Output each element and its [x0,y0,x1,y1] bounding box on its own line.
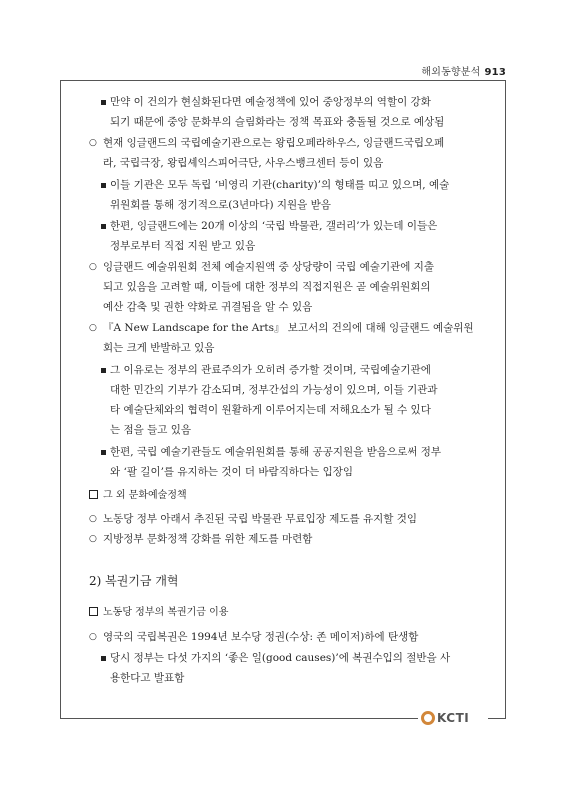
circle-bullet-icon: ○ [89,323,97,333]
text-line: 그 이유로는 정부의 관료주의가 오히려 증가할 것이며, 국립예술기관에 [110,364,431,376]
text-line: 노동당 정부 아래서 추진된 국립 박물관 무료입장 제도를 유지할 것임 [103,513,418,525]
box-heading-lottery [89,606,228,620]
text-line: 위원회를 통해 정기적으로(3년마다) 지원을 받음 [110,199,331,211]
text-line: 라, 국립극장, 왕립셰익스피어극단, 사우스뱅크센터 등이 있음 [103,157,384,169]
text-line: 예산 감축 및 권한 약화로 귀결됨을 알 수 있음 [103,301,313,313]
logo-ring-icon [421,711,435,725]
text-line: 되고 있음을 고려할 때, 이들에 대한 정부의 직접지원은 곧 예술위원회의 [103,281,431,293]
heading-text: 그 외 문화예술정책 [103,490,187,501]
text-line: 지방정부 문화정책 강화를 위한 제도를 마련함 [103,533,313,545]
circle-bullet-icon: ○ [89,262,97,272]
text-line: 한편, 국립 예술기관들도 예술위원회를 통해 공공지원을 받음으로써 정부 [110,446,441,458]
text-line: 정부로부터 직접 지원 받고 있음 [110,240,256,252]
running-header [421,63,506,78]
text-line: 와 ‘팔 길이’를 유지하는 것이 더 바람직하다는 입장임 [110,466,354,478]
square-bullet-icon [101,656,106,661]
square-bullet-icon [101,224,106,229]
text-line: 대한 민간의 기부가 감소되며, 정부간섭의 가능성이 있으며, 이들 기관과 [110,384,438,396]
text-line: 이들 기관은 모두 독립 ‘비영리 기관(charity)’의 형태를 띠고 있으며, 예술 [110,179,450,191]
square-bullet-icon [101,368,106,373]
section-title: 2) 복권기금 개혁 [89,574,179,588]
text-line: 타 예술단체와의 협력이 원활하게 이루어지는데 저해요소가 될 수 있다 [110,404,431,416]
text-line: 용한다고 발표함 [110,672,185,684]
page-number: 913 [484,67,506,78]
frame-bottom-rule-right [488,718,506,719]
frame-bottom-rule [60,718,418,719]
heading-text: 노동당 정부의 복권기금 이용 [103,607,229,618]
square-bullet-icon [101,183,106,188]
box-heading-other-policies [89,489,187,503]
text-line: 한편, 잉글랜드에는 20개 이상의 ‘국립 박물관, 갤러리’가 있는데 이들은 [110,220,438,232]
kcti-logo [421,708,469,728]
header-title: 해외동향분석 [421,67,481,78]
circle-bullet-icon: ○ [89,514,97,524]
text-line: 는 점을 들고 있음 [110,424,192,436]
checkbox-square-icon [89,490,98,499]
logo-text: KCTI [437,711,470,725]
circle-bullet-icon: ○ [89,632,97,642]
text-line: 잉글랜드 예술위원회 전체 예술지원액 중 상당량이 국립 예술기관에 지출 [103,261,434,273]
text-line: 영국의 국립복권은 1994년 보수당 정권(수상: 존 메이저)하에 탄생함 [103,631,419,643]
square-bullet-icon [101,100,106,105]
page-frame [60,80,506,718]
text-line: 『A New Landscape for the Arts』 보고서의 건의에 대해 잉글랜드 예술위원 [103,322,474,334]
text-line: 되기 때문에 중앙 문화부의 슬림화라는 정책 목표와 충돌될 것으로 예상됨 [110,116,445,128]
text-line: 회는 크게 반발하고 있음 [103,342,215,354]
square-bullet-icon [101,450,106,455]
circle-bullet-icon: ○ [89,138,97,148]
text-line: 만약 이 건의가 현실화된다면 예술정책에 있어 중앙정부의 역할이 강화 [110,96,431,108]
text-line: 당시 정부는 다섯 가지의 ‘좋은 일(good causes)’에 복권수입의 절반을 사 [110,652,451,664]
circle-bullet-icon: ○ [89,534,97,544]
text-line: 현재 잉글랜드의 국립예술기관으로는 왕립오페라하우스, 잉글랜드국립오페 [103,137,445,149]
checkbox-square-icon [89,607,98,616]
